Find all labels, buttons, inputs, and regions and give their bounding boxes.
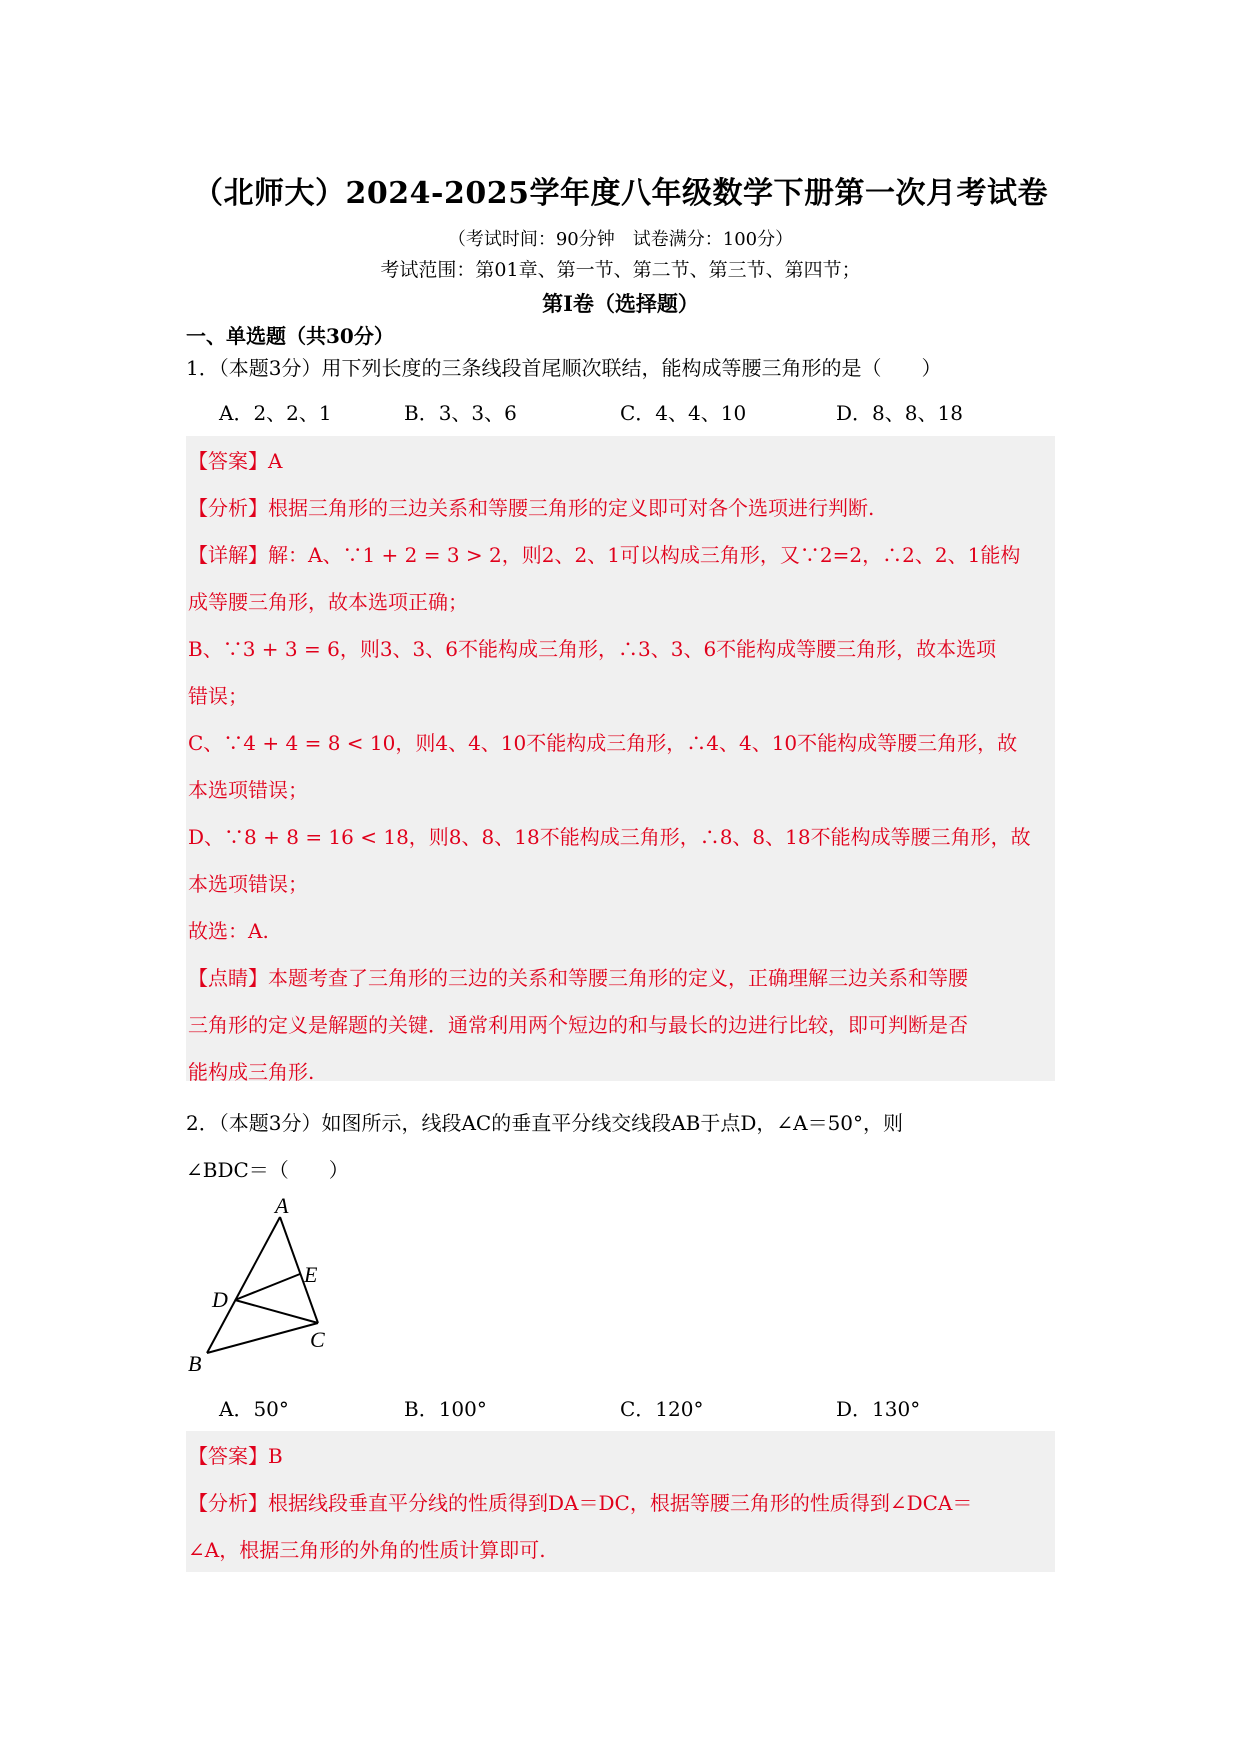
- q2-stem-line: 2．（本题3分）如图所示，线段AC的垂直平分线交线段AB于点D，∠A＝50°，则: [186, 1111, 904, 1135]
- q2-analysis-line: 【分析】根据线段垂直平分线的性质得到DA＝DC，根据等腰三角形的性质得到∠DCA＝: [188, 1491, 973, 1515]
- q1-stem: 1．（本题3分）用下列长度的三条线段首尾顺次联结，能构成等腰三角形的是（ ）: [186, 356, 942, 380]
- q1-option-d: D．8、8、18: [836, 401, 963, 425]
- q1-detail-line: 错误；: [188, 684, 248, 708]
- q1-answer: 【答案】A: [188, 449, 283, 473]
- segment-de: [235, 1274, 300, 1300]
- triangle-figure: [180, 1195, 350, 1375]
- q1-detail-line: 【详解】解：A、∵1 + 2 = 3 > 2，则2、2、1可以构成三角形，又∵2=2，∴2、2、1能构: [188, 543, 1021, 567]
- q2-option-d: D．130°: [836, 1397, 921, 1421]
- segment-ab: [207, 1217, 280, 1353]
- q1-option-c: C．4、4、10: [620, 401, 747, 425]
- q2-analysis-line: ∠A，根据三角形的外角的性质计算即可.: [188, 1538, 546, 1562]
- q1-comment-line: 三角形的定义是解题的关键．通常利用两个短边的和与最长的边进行比较，即可判断是否: [188, 1013, 968, 1037]
- q1-detail-line: D、∵8 + 8 = 16 < 18，则8、8、18不能构成三角形，∴8、8、18不能构成等腰三角形，故: [188, 825, 1031, 849]
- segment-bc: [207, 1323, 318, 1353]
- section-heading: 一、单选题（共30分）: [186, 324, 394, 348]
- q2-option-a: A．50°: [219, 1397, 289, 1421]
- label-c: C: [310, 1327, 325, 1352]
- q2-answer: 【答案】B: [188, 1444, 283, 1468]
- q1-detail-line: C、∵4 + 4 = 8 < 10，则4、4、10不能构成三角形，∴4、4、10不能构成等腰三角形，故: [188, 731, 1018, 755]
- label-e: E: [304, 1262, 318, 1287]
- q1-option-a: A．2、2、1: [219, 401, 332, 425]
- exam-info: （考试时间：90分钟 试卷满分：100分）: [447, 229, 794, 250]
- q1-comment-line: 能构成三角形.: [188, 1060, 315, 1084]
- exam-scope: 考试范围：第01章、第一节、第二节、第三节、第四节；: [380, 259, 861, 281]
- label-d: D: [212, 1287, 228, 1312]
- q2-option-c: C．120°: [620, 1397, 704, 1421]
- q1-conclusion: 故选：A.: [188, 919, 269, 943]
- q2-stem-line: ∠BDC＝（ ）: [186, 1158, 349, 1182]
- q2-option-b: B．100°: [404, 1397, 487, 1421]
- part-title: 第Ⅰ卷（选择题）: [542, 291, 699, 316]
- q1-analysis: 【分析】根据三角形的三边关系和等腰三角形的定义即可对各个选项进行判断.: [188, 496, 875, 520]
- q1-option-b: B．3、3、6: [404, 401, 517, 425]
- label-a: A: [275, 1195, 289, 1218]
- q1-detail-line: 成等腰三角形，故本选项正确；: [188, 590, 468, 614]
- exam-title: （北师大）2024-2025学年度八年级数学下册第一次月考试卷: [193, 176, 1048, 211]
- q1-detail-line: 本选项错误；: [188, 872, 308, 896]
- q1-comment-line: 【点睛】本题考查了三角形的三边的关系和等腰三角形的定义，正确理解三边关系和等腰: [188, 966, 968, 990]
- q1-detail-line: B、∵3 + 3 = 6，则3、3、6不能构成三角形，∴3、3、6不能构成等腰三角形，故本选项: [188, 637, 997, 661]
- segment-dc: [235, 1300, 318, 1323]
- q1-detail-line: 本选项错误；: [188, 778, 308, 802]
- label-b: B: [188, 1351, 202, 1375]
